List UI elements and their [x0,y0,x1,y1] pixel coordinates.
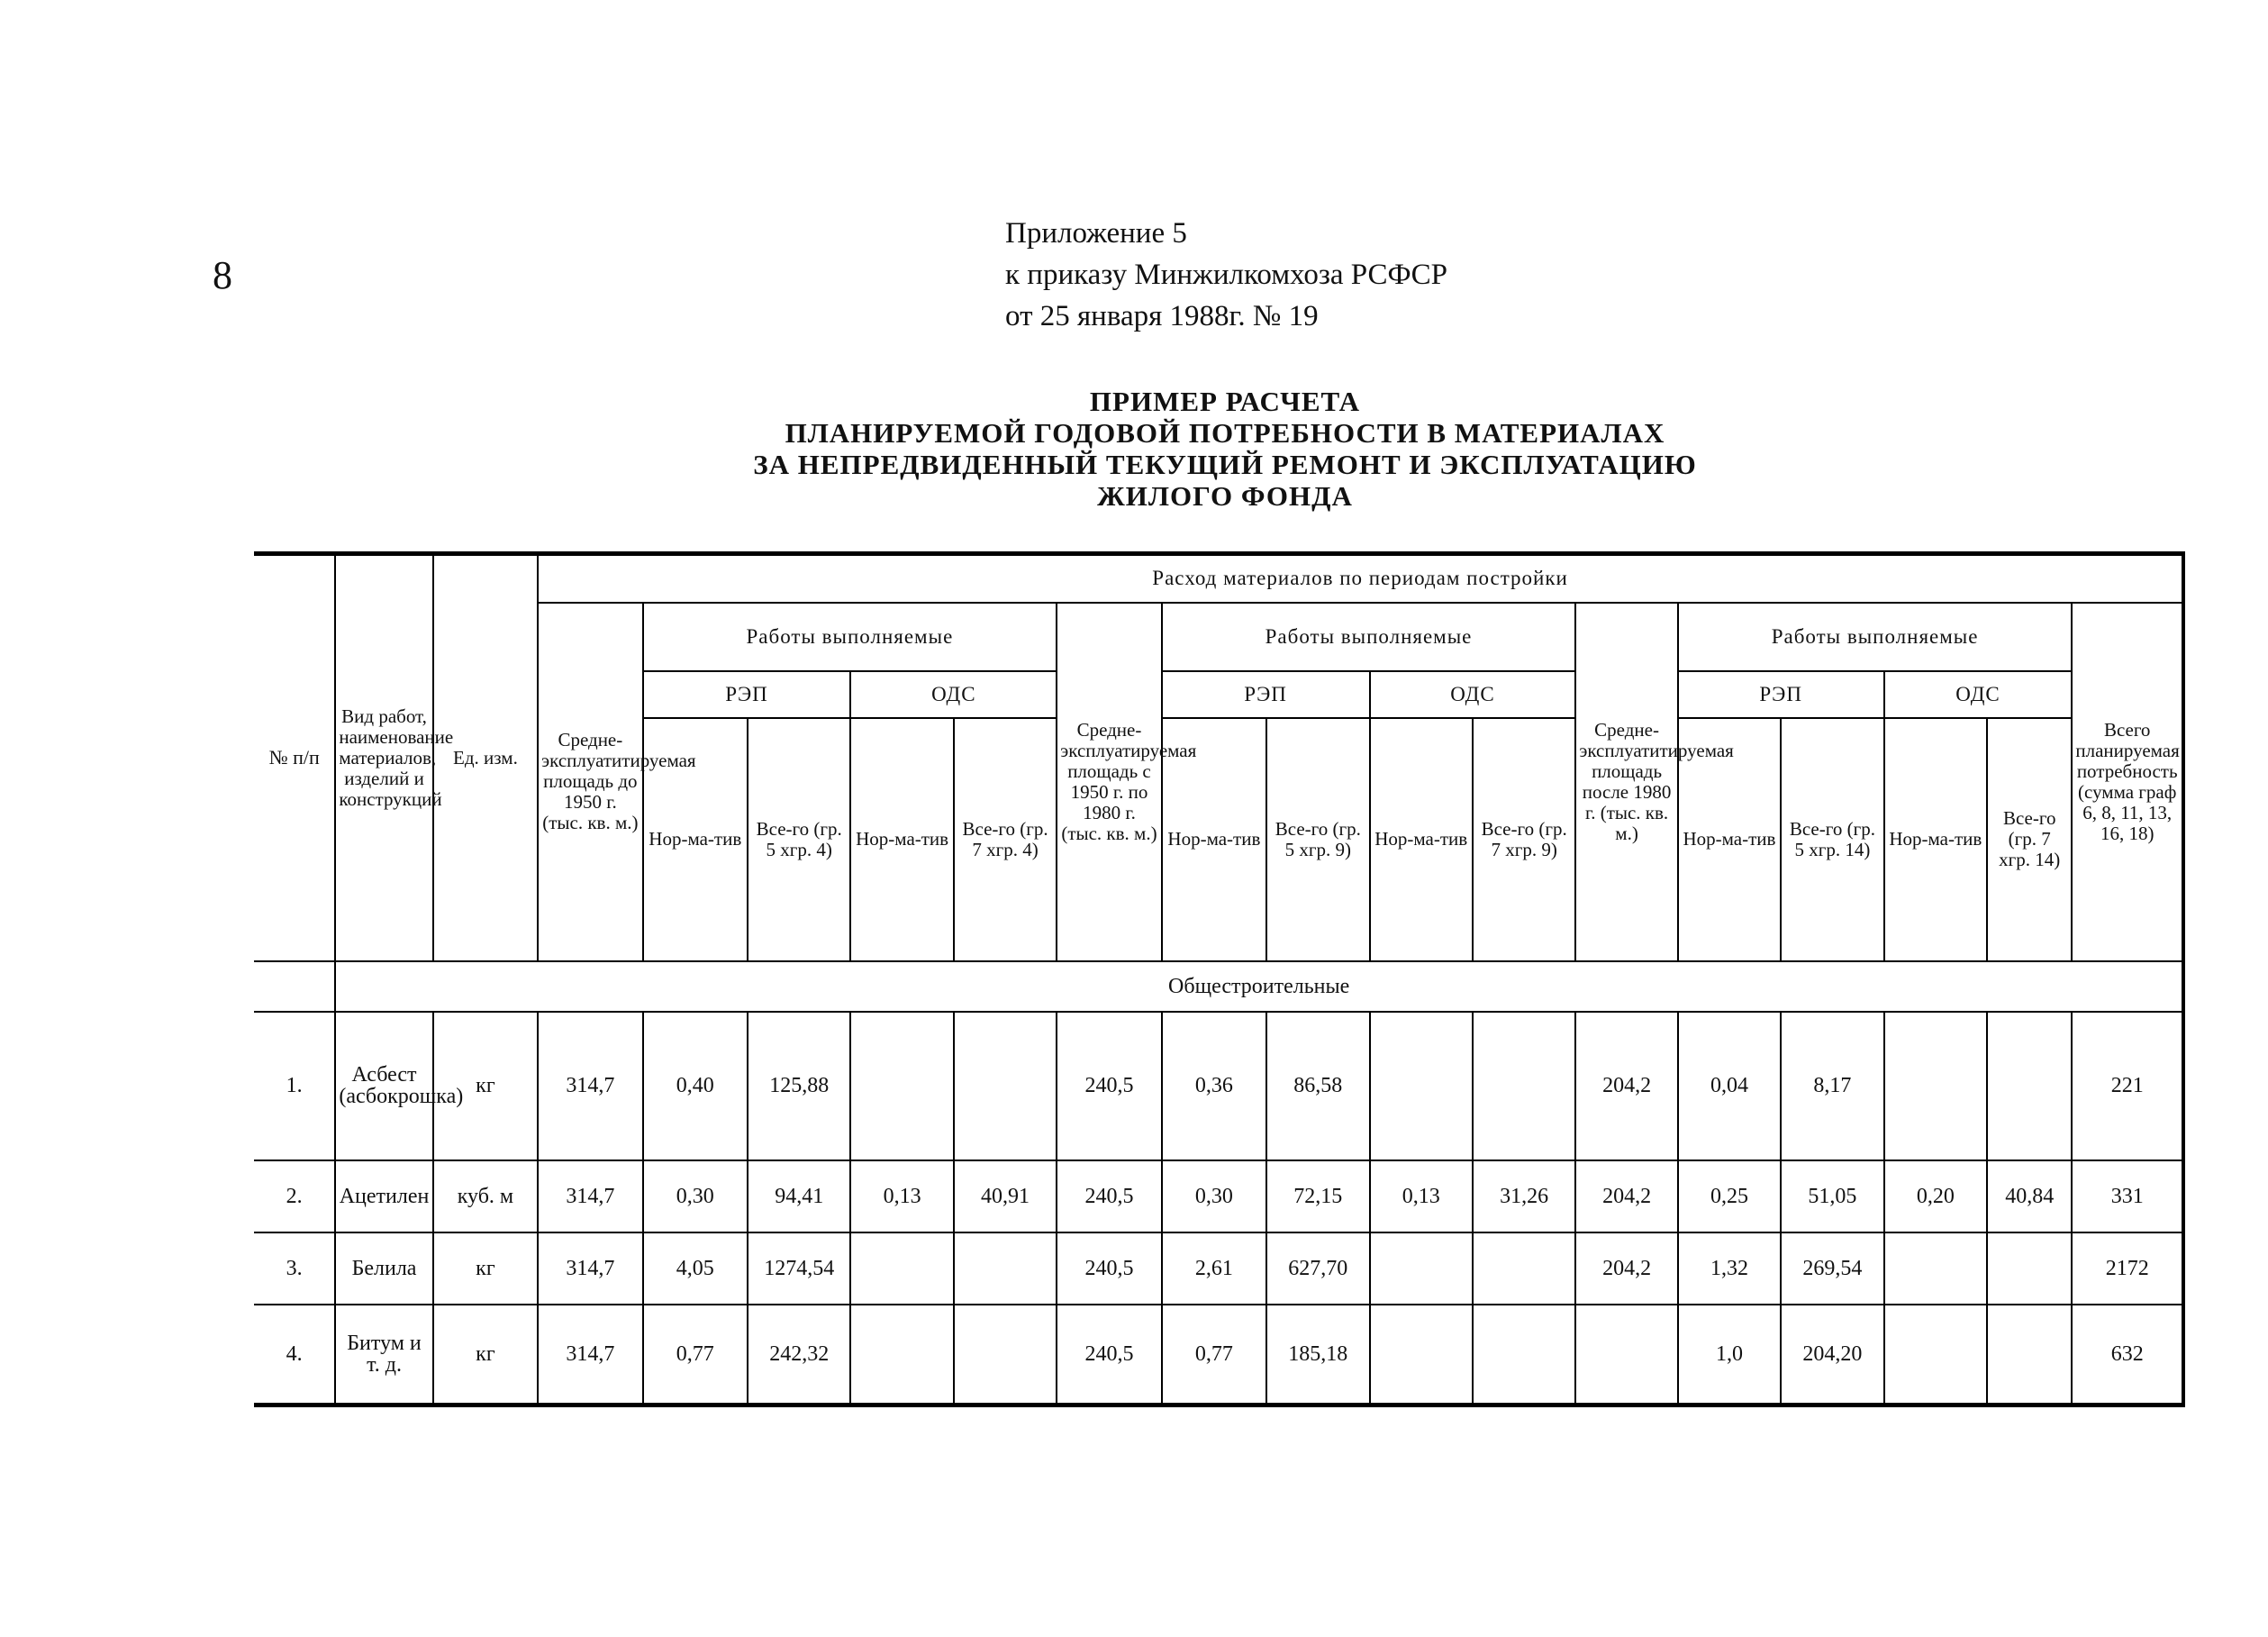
cell-ods-norm-2: 0,13 [1370,1160,1473,1232]
cell-ods-total-3 [1987,1232,2072,1305]
cell-unit: куб. м [433,1160,538,1232]
header-area-after-1980: Средне-эксплуатитируемая площадь после 1980 г. (тыс. кв. м.) [1575,603,1677,961]
cell-area-after-1980 [1575,1305,1677,1405]
cell-material-name: Битум и т. д. [335,1305,432,1405]
cell-rep-total-3: 8,17 [1781,1012,1883,1160]
cell-ods-norm-3 [1884,1012,1987,1160]
annex-reference [1005,213,1447,337]
header-total: Все-го (гр. 7 хгр. 4) [954,718,1057,961]
header-total: Все-го (гр. 7 хгр. 14) [1987,718,2072,961]
cell-rep-total-1: 125,88 [748,1012,850,1160]
header-norm: Нор-ма-тив [1678,718,1781,961]
cell-ods-total-3 [1987,1012,2072,1160]
cell-rep-total-1: 94,41 [748,1160,850,1232]
cell-rep-total-2: 627,70 [1266,1232,1369,1305]
header-rep-3: РЭП [1678,671,1884,718]
cell-rep-total-1: 242,32 [748,1305,850,1405]
cell-rep-total-2: 185,18 [1266,1305,1369,1405]
cell-rep-total-3: 269,54 [1781,1232,1883,1305]
cell-area-after-1980: 204,2 [1575,1012,1677,1160]
cell-material-name: Ацетилен [335,1160,432,1232]
cell-area-after-1980: 204,2 [1575,1232,1677,1305]
cell-area-before-1950: 314,7 [538,1305,642,1405]
header-norm: Нор-ма-тив [1162,718,1266,961]
cell-row-number: 2. [254,1160,335,1232]
cell-row-number: 4. [254,1305,335,1405]
header-grand-total: Всего планируемая потребность (сумма граф 6, 8, 11, 13, 16, 18) [2072,603,2183,961]
materials-table [254,551,2185,1407]
table-row [254,1305,2183,1405]
section-spacer-cell [254,961,335,1012]
cell-area-after-1980: 204,2 [1575,1160,1677,1232]
header-ods-1: ОДС [850,671,1057,718]
header-norm: Нор-ма-тив [643,718,748,961]
header-unit: Ед. изм. [433,554,538,961]
header-works-1: Работы выполняемые [643,603,1057,671]
cell-rep-norm-3: 0,04 [1678,1012,1781,1160]
annex-line-2: к приказу Минжилкомхоза РСФСР [1005,259,1447,291]
cell-ods-norm-2 [1370,1012,1473,1160]
cell-ods-total-1 [954,1012,1057,1160]
header-work-type: Вид работ, наименование материалов, изделий и конструкций [335,554,432,961]
cell-area-1950-1980: 240,5 [1057,1305,1161,1405]
annex-line-3: от 25 января 1988г. № 19 [1005,300,1319,332]
cell-material-name: Асбест (асбокрошка) [335,1012,432,1160]
cell-ods-norm-1: 0,13 [850,1160,953,1232]
section-label: Общестроительные [335,961,2183,1012]
header-ods-3: ОДС [1884,671,2073,718]
header-works-2: Работы выполняемые [1162,603,1576,671]
cell-row-number: 1. [254,1012,335,1160]
cell-ods-norm-1 [850,1232,953,1305]
cell-ods-total-2: 31,26 [1473,1160,1575,1232]
header-total: Все-го (гр. 7 хгр. 9) [1473,718,1575,961]
document-title [540,386,1910,512]
header-area-1950-1980: Средне-эксплуатируемая площадь с 1950 г. по 1980 г. (тыс. кв. м.) [1057,603,1161,961]
annex-line-1: Приложение 5 [1005,217,1187,250]
header-works-3: Работы выполняемые [1678,603,2073,671]
cell-ods-norm-3 [1884,1232,1987,1305]
cell-ods-total-2 [1473,1012,1575,1160]
cell-rep-total-3: 51,05 [1781,1160,1883,1232]
cell-area-1950-1980: 240,5 [1057,1160,1161,1232]
header-total: Все-го (гр. 5 хгр. 4) [748,718,850,961]
cell-unit: кг [433,1012,538,1160]
cell-area-before-1950: 314,7 [538,1160,642,1232]
cell-area-before-1950: 314,7 [538,1232,642,1305]
table-row [254,1160,2183,1232]
cell-rep-norm-3: 0,25 [1678,1160,1781,1232]
title-line-3: ЗА НЕПРЕДВИДЕННЫЙ ТЕКУЩИЙ РЕМОНТ И ЭКСПЛУАТАЦИЮ [753,449,1697,480]
header-area-before-1950: Средне-эксплуатитируемая площадь до 1950 г. (тыс. кв. м.) [538,603,642,961]
cell-rep-norm-1: 0,30 [643,1160,748,1232]
cell-ods-total-3: 40,84 [1987,1160,2072,1232]
cell-area-1950-1980: 240,5 [1057,1012,1161,1160]
header-norm: Нор-ма-тив [1370,718,1473,961]
cell-ods-norm-2 [1370,1305,1473,1405]
cell-rep-norm-2: 2,61 [1162,1232,1266,1305]
cell-rep-norm-1: 0,40 [643,1012,748,1160]
table-body [254,1012,2183,1405]
header-total: Все-го (гр. 5 хгр. 9) [1266,718,1369,961]
cell-rep-norm-1: 4,05 [643,1232,748,1305]
cell-grand-total: 632 [2072,1305,2183,1405]
cell-rep-norm-2: 0,77 [1162,1305,1266,1405]
cell-ods-total-1: 40,91 [954,1160,1057,1232]
cell-rep-total-2: 86,58 [1266,1012,1369,1160]
cell-rep-total-1: 1274,54 [748,1232,850,1305]
cell-rep-norm-1: 0,77 [643,1305,748,1405]
cell-rep-total-3: 204,20 [1781,1305,1883,1405]
cell-rep-norm-3: 1,32 [1678,1232,1781,1305]
cell-ods-norm-2 [1370,1232,1473,1305]
cell-rep-norm-2: 0,36 [1162,1012,1266,1160]
title-line-1: ПРИМЕР РАСЧЕТА [1089,386,1361,417]
cell-grand-total: 2172 [2072,1232,2183,1305]
title-line-4: ЖИЛОГО ФОНДА [1097,480,1353,512]
cell-area-before-1950: 314,7 [538,1012,642,1160]
cell-ods-total-2 [1473,1305,1575,1405]
header-rep-2: РЭП [1162,671,1370,718]
cell-ods-norm-1 [850,1012,953,1160]
cell-ods-total-2 [1473,1232,1575,1305]
cell-ods-norm-3: 0,20 [1884,1160,1987,1232]
header-num: № п/п [254,554,335,961]
header-norm: Нор-ма-тив [850,718,953,961]
cell-grand-total: 331 [2072,1160,2183,1232]
table-row [254,1232,2183,1305]
cell-material-name: Белила [335,1232,432,1305]
cell-row-number: 3. [254,1232,335,1305]
header-consumption: Расход материалов по периодам постройки [538,554,2183,603]
cell-ods-total-1 [954,1232,1057,1305]
cell-ods-total-1 [954,1305,1057,1405]
cell-unit: кг [433,1305,538,1405]
header-rep-1: РЭП [643,671,851,718]
cell-area-1950-1980: 240,5 [1057,1232,1161,1305]
cell-ods-norm-3 [1884,1305,1987,1405]
cell-grand-total: 221 [2072,1012,2183,1160]
cell-rep-norm-3: 1,0 [1678,1305,1781,1405]
cell-rep-total-2: 72,15 [1266,1160,1369,1232]
title-line-2: ПЛАНИРУЕМОЙ ГОДОВОЙ ПОТРЕБНОСТИ В МАТЕРИАЛАХ [785,417,1665,449]
header-ods-2: ОДС [1370,671,1576,718]
cell-unit: кг [433,1232,538,1305]
header-norm: Нор-ма-тив [1884,718,1987,961]
cell-rep-norm-2: 0,30 [1162,1160,1266,1232]
page-number-mark: 8 [213,253,232,297]
cell-ods-total-3 [1987,1305,2072,1405]
cell-ods-norm-1 [850,1305,953,1405]
header-total: Все-го (гр. 5 хгр. 14) [1781,718,1883,961]
table-row [254,1012,2183,1160]
